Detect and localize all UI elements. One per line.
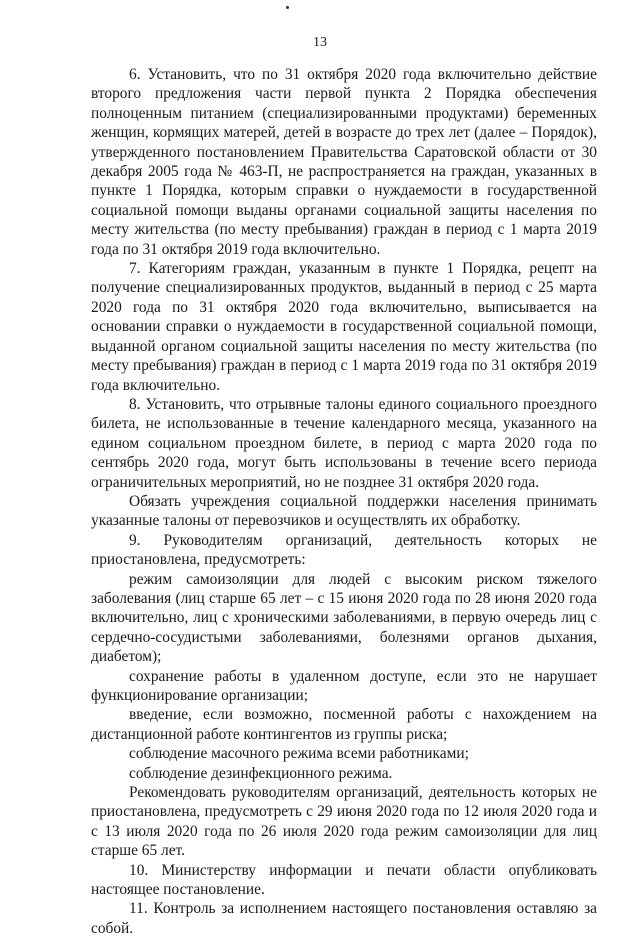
paragraph-9-item-shift-work: введение, если возможно, посменной работы с нахождением на дистанционной работе контингентов из группы риска;: [91, 706, 597, 743]
paragraph-6: 6. Установить, что по 31 октября 2020 года включительно действие второго предложения части первой пункта 2 Порядка обеспечения полноценным питанием (специализированными продуктами) беременных женщин, кормящих матерей, детей в возрасте до трех лет (далее – Порядок), утвержденного постановлением Правительства Саратовской области от 30 декабря 2005 года № 463-П, не распространяется на граждан, указанных в пункте 1 Порядка, которым справки о нуждаемости в государственной социальной помощи выданы органами социальной защиты населения по месту жительства (по месту пребывания) граждан в период с 1 марта 2019 года по 31 октября 2019 года включительно.: [91, 66, 597, 258]
page-number: 13: [313, 35, 327, 50]
paragraph-11: 11. Контроль за исполнением настоящего постановления оставляю за собой.: [91, 900, 597, 937]
paragraph-8-obligation: Обязать учреждения социальной поддержки населения принимать указанные талоны от перевозчиков и осуществлять их обработку.: [91, 492, 597, 530]
paragraph-9: 9. Руководителям организаций, деятельность которых не приостановлена, предусмотреть:: [91, 531, 597, 569]
paragraph-9-item-masks: соблюдение масочного режима всеми работниками;: [129, 745, 469, 763]
paragraph-9-recommendation: Рекомендовать руководителям организаций, деятельность которых не приостановлена, предусмотреть с 29 июня 2020 года по 12 июля 2020 года и с 13 июля 2020 года по 26 июля 2020 года режим самоизоляции для лиц старше 65 лет.: [91, 784, 597, 860]
scan-dot-mark: [286, 6, 289, 9]
paragraph-7: 7. Категориям граждан, указанным в пункте 1 Порядка, рецепт на получение специализированных продуктов, выданный в период с 25 марта 2020 года по 31 октября 2020 года включительно, выписывается на основании справки о нуждаемости в государственной социальной помощи, выданной органом социальной защиты населения по месту жительства (по месту пребывания) граждан в период с 1 марта 2019 года по 31 октября 2019 года включительно.: [91, 260, 597, 394]
paragraph-10: 10. Министерству информации и печати области опубликовать настоящее постановление.: [91, 861, 597, 899]
paragraph-9-item-self-isolation: режим самоизоляции для людей с высоким риском тяжелого заболевания (лиц старше 65 лет – с 15 июня 2020 года по 28 июня 2020 года включительно, лиц с хроническими заболеваниями, в первую очередь лиц с сердечно-сосудистыми заболеваниями, болезнями органов дыхания, диабетом);: [91, 570, 597, 666]
document-body: [91, 65, 597, 938]
paragraph-9-item-disinfection: соблюдение дезинфекционного режима.: [129, 764, 393, 782]
paragraph-9-item-remote-work: сохранение работы в удаленном доступе, если это не нарушает функционирование организации;: [91, 667, 597, 704]
paragraph-8: 8. Установить, что отрывные талоны единого социального проездного билета, не использованные в течение календарного месяца, указанного на едином социальном проездном билете, в период с марта 2020 года по сентябрь 2020 года, могут быть использованы в течение всего периода ограничительных мероприятий, но не позднее 31 октября 2020 года.: [91, 395, 597, 491]
